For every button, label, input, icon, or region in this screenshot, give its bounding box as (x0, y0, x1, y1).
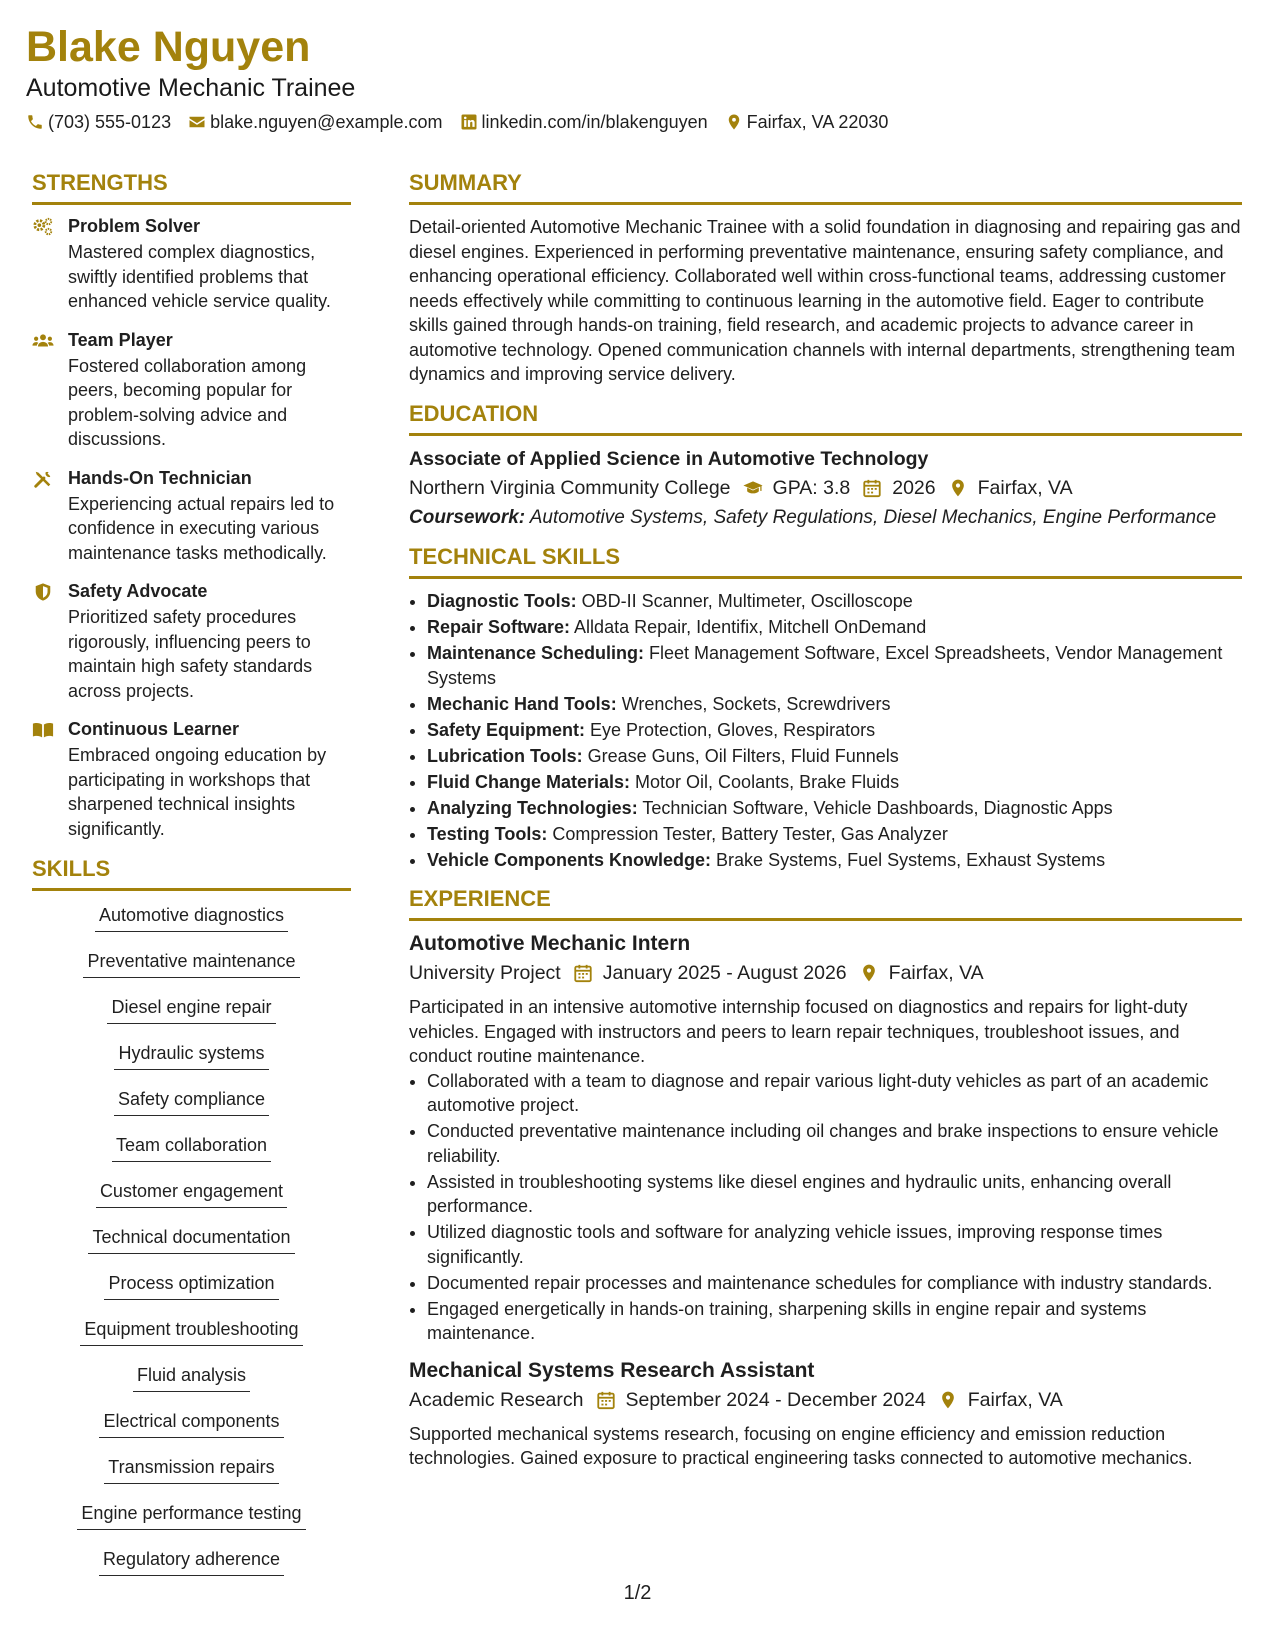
list-item (427, 692, 1242, 717)
education-location (948, 474, 1073, 502)
skill-value: Motor Oil, Coolants, Brake Fluids (630, 771, 900, 792)
shield-icon (32, 582, 54, 602)
strength-description: Fostered collaboration among peers, becoming popular for problem-solving advice and discussions. (68, 355, 307, 449)
skill-tag: Equipment troubleshooting (80, 1315, 302, 1346)
right-column (409, 170, 1242, 1485)
strength-title: Continuous Learner (68, 719, 240, 739)
skill-label: Analyzing Technologies: (427, 797, 638, 818)
contact-phone[interactable] (26, 111, 171, 133)
graduation-year (862, 474, 935, 502)
email-text: blake.nguyen@example.com (210, 112, 443, 132)
skill-tag: Customer engagement (96, 1177, 287, 1208)
job-meta (409, 1386, 1242, 1414)
job-location (859, 959, 984, 987)
map-pin-icon (948, 478, 968, 498)
strength-title: Safety Advocate (68, 581, 208, 601)
job-dates (596, 1386, 926, 1414)
job-entry (409, 1358, 1242, 1471)
location-text: Fairfax, VA (888, 962, 984, 984)
skill-tag: Diesel engine repair (107, 993, 275, 1024)
technical-skills-list (409, 589, 1242, 872)
strengths-section (32, 170, 351, 841)
strength-description: Embraced ongoing education by participating in workshops that sharpened technical insights significantly. (68, 745, 327, 839)
skill-tag: Team collaboration (112, 1131, 271, 1162)
strength-title: Team Player (68, 329, 173, 350)
skill-tag: Safety compliance (114, 1085, 269, 1116)
skill-tag: Automotive diagnostics (95, 901, 288, 932)
contact-location (725, 111, 889, 133)
job-location (938, 1386, 1063, 1414)
phone-icon (26, 113, 44, 131)
year-text: 2026 (892, 476, 936, 499)
strength-item (32, 215, 351, 314)
skills-list (32, 901, 351, 1591)
strength-item (32, 329, 351, 452)
skill-value: Eye Protection, Gloves, Respirators (585, 719, 876, 740)
summary-section (409, 170, 1242, 387)
strength-description: Experiencing actual repairs led to confidence in executing various maintenance tasks methodically. (68, 493, 335, 563)
skill-value: Brake Systems, Fuel Systems, Exhaust Systems (711, 849, 1106, 870)
gears-icon (32, 217, 54, 237)
job-org (409, 1386, 584, 1414)
skill-label: Vehicle Components Knowledge: (427, 849, 712, 870)
location-text: Fairfax, VA (967, 1388, 1063, 1411)
summary-heading: SUMMARY (409, 170, 1242, 205)
contact-email[interactable] (188, 111, 442, 133)
coursework-label: Coursework: (409, 506, 526, 528)
job-description: Participated in an intensive automotive internship focused on diagnostics and repairs for light-duty vehicles. Engaged with instructors and peers to learn repair techniques, troubleshoot issues, and conduct routine maintenance. (409, 997, 1188, 1066)
linkedin-icon (460, 113, 478, 131)
strength-description: Mastered complex diagnostics, swiftly identified problems that enhanced vehicle service quality. (68, 242, 331, 311)
experience-heading: EXPERIENCE (409, 886, 1242, 921)
job-description: Supported mechanical systems research, focusing on engine efficiency and emission reduction technologies. Gained exposure to practical engineering tasks connected to automotive mechanics. (409, 1423, 1193, 1468)
skills-section (32, 856, 351, 1591)
list-item (427, 718, 1242, 743)
skill-tag: Preventative maintenance (83, 947, 299, 978)
list-item (427, 615, 1242, 640)
skills-heading: SKILLS (32, 856, 351, 891)
list-item: • Documented repair processes and maintenance schedules for compliance with industry standards. (427, 1271, 1242, 1296)
linkedin-text: linkedin.com/in/blakenguyen (481, 112, 708, 132)
strength-item (32, 467, 351, 566)
gpa-text: GPA: 3.8 (772, 476, 851, 499)
map-pin-icon (938, 1390, 958, 1410)
contact-linkedin[interactable] (460, 111, 708, 133)
list-item: • Collaborated with a team to diagnose and repair various light-duty vehicles as part of an academic automotive project. (427, 1069, 1242, 1118)
skill-value: Technician Software, Vehicle Dashboards, Diagnostic Apps (637, 797, 1113, 818)
skill-label: Lubrication Tools: (427, 745, 583, 766)
strength-item (32, 580, 351, 703)
skill-tag: Engine performance testing (77, 1499, 305, 1530)
org-text: Academic Research (409, 1388, 584, 1411)
users-icon (32, 331, 54, 351)
education-heading: EDUCATION (409, 401, 1242, 436)
technical-skills-section (409, 544, 1242, 872)
location-text: Fairfax, VA 22030 (746, 112, 889, 132)
job-meta (409, 959, 1242, 987)
strength-title: Problem Solver (68, 216, 201, 236)
skill-value: OBD-II Scanner, Multimeter, Oscilloscope (576, 591, 913, 611)
list-item: • Conducted preventative maintenance including oil changes and brake inspections to ensure vehicle reliability. (427, 1119, 1242, 1168)
job-title: Automotive Mechanic Intern (409, 932, 691, 955)
skill-value: Wrenches, Sockets, Screwdrivers (616, 693, 891, 714)
list-item: • Assisted in troubleshooting systems like diesel engines and hydraulic units, enhancing overall performance. (427, 1170, 1242, 1219)
page-number: 1/2 (623, 1582, 652, 1604)
experience-section (409, 886, 1242, 1471)
org-text: University Project (409, 962, 561, 984)
job-title: Mechanical Systems Research Assistant (409, 1358, 815, 1382)
list-item: • Engaged energetically in hands-on training, sharpening skills in engine repair and systems maintenance. (427, 1297, 1242, 1346)
skill-tag: Technical documentation (88, 1223, 294, 1254)
skill-label: Diagnostic Tools: (427, 591, 577, 611)
phone-text: (703) 555-0123 (48, 112, 172, 132)
job-dates (573, 959, 847, 987)
strength-description: Prioritized safety procedures rigorously, influencing peers to maintain high safety standards across projects. (68, 607, 313, 701)
technical-skills-heading: TECHNICAL SKILLS (409, 544, 1242, 579)
list-item (427, 744, 1242, 769)
skill-label: Repair Software: (427, 617, 571, 637)
dates-text: September 2024 - December 2024 (625, 1388, 926, 1411)
skill-tag: Fluid analysis (133, 1361, 250, 1392)
gpa (743, 474, 851, 502)
book-icon (32, 720, 54, 740)
list-item (427, 770, 1242, 795)
list-item (427, 822, 1242, 847)
summary-text: Detail-oriented Automotive Mechanic Trainee with a solid foundation in diagnosing and repairing gas and diesel engines. Experienced in performing preventative maintenance, ensuring safety compliance, and enhancing operational efficiency. Collaborated well within cross-functional teams, addressing customer needs effectively while committing to continuous learning in the automotive field. Eager to contribute skills gained through hands-on training, field research, and academic projects to advance career in automotive technology. Opened communication channels with internal departments, strengthening team dynamics and improving service delivery. (409, 217, 1241, 384)
skill-tag: Hydraulic systems (114, 1039, 268, 1070)
skill-label: Testing Tools: (427, 823, 548, 844)
skill-tag: Electrical components (99, 1407, 283, 1438)
skill-tag: Transmission repairs (104, 1453, 278, 1484)
list-item (427, 796, 1242, 821)
envelope-icon (188, 113, 206, 131)
list-item (427, 589, 1242, 614)
skill-tag: Regulatory adherence (99, 1545, 284, 1576)
education-section (409, 401, 1242, 531)
job-org (409, 959, 561, 987)
skill-label: Maintenance Scheduling: (427, 643, 645, 663)
skill-value: Grease Guns, Oil Filters, Fluid Funnels (582, 745, 899, 766)
strength-title: Hands-On Technician (68, 467, 252, 488)
skill-value: Alldata Repair, Identifix, Mitchell OnDemand (570, 617, 927, 637)
location-text: Fairfax, VA (977, 476, 1073, 499)
list-item (427, 848, 1242, 873)
degree-title: Associate of Applied Science in Automotive Technology (409, 447, 929, 470)
skill-value: Compression Tester, Battery Tester, Gas Analyzer (547, 823, 948, 844)
candidate-title: Automotive Mechanic Trainee (26, 74, 356, 102)
skill-tag: Process optimization (104, 1269, 278, 1300)
graduation-cap-icon (743, 478, 763, 498)
left-column (32, 170, 351, 1605)
job-bullets (409, 1069, 1242, 1346)
strengths-heading: STRENGTHS (32, 170, 351, 205)
skill-value: Fleet Management Software, Excel Spreadsheets, Vendor Management Systems (427, 643, 1223, 688)
skill-label: Mechanic Hand Tools: (427, 693, 617, 714)
job-entry (409, 931, 1242, 1346)
skill-label: Safety Equipment: (427, 719, 586, 740)
candidate-name: Blake Nguyen (26, 23, 311, 71)
coursework (409, 506, 1242, 531)
strength-item (32, 718, 351, 841)
calendar-icon (862, 478, 882, 498)
calendar-icon (596, 1390, 616, 1410)
school-text: Northern Virginia Community College (409, 476, 731, 499)
resume-header (26, 22, 1246, 133)
contact-row (26, 111, 1246, 133)
dates-text: January 2025 - August 2026 (602, 962, 847, 984)
coursework-text: Automotive Systems, Safety Regulations, Diesel Mechanics, Engine Performance (525, 506, 1217, 528)
education-meta (409, 474, 1242, 502)
school-name (409, 474, 731, 502)
tools-icon (32, 469, 54, 489)
skill-label: Fluid Change Materials: (427, 771, 631, 792)
list-item: • Utilized diagnostic tools and software for analyzing vehicle issues, improving response times significantly. (427, 1220, 1242, 1269)
list-item (427, 641, 1242, 690)
map-pin-icon (859, 963, 879, 983)
calendar-icon (573, 963, 593, 983)
map-pin-icon (725, 113, 743, 131)
